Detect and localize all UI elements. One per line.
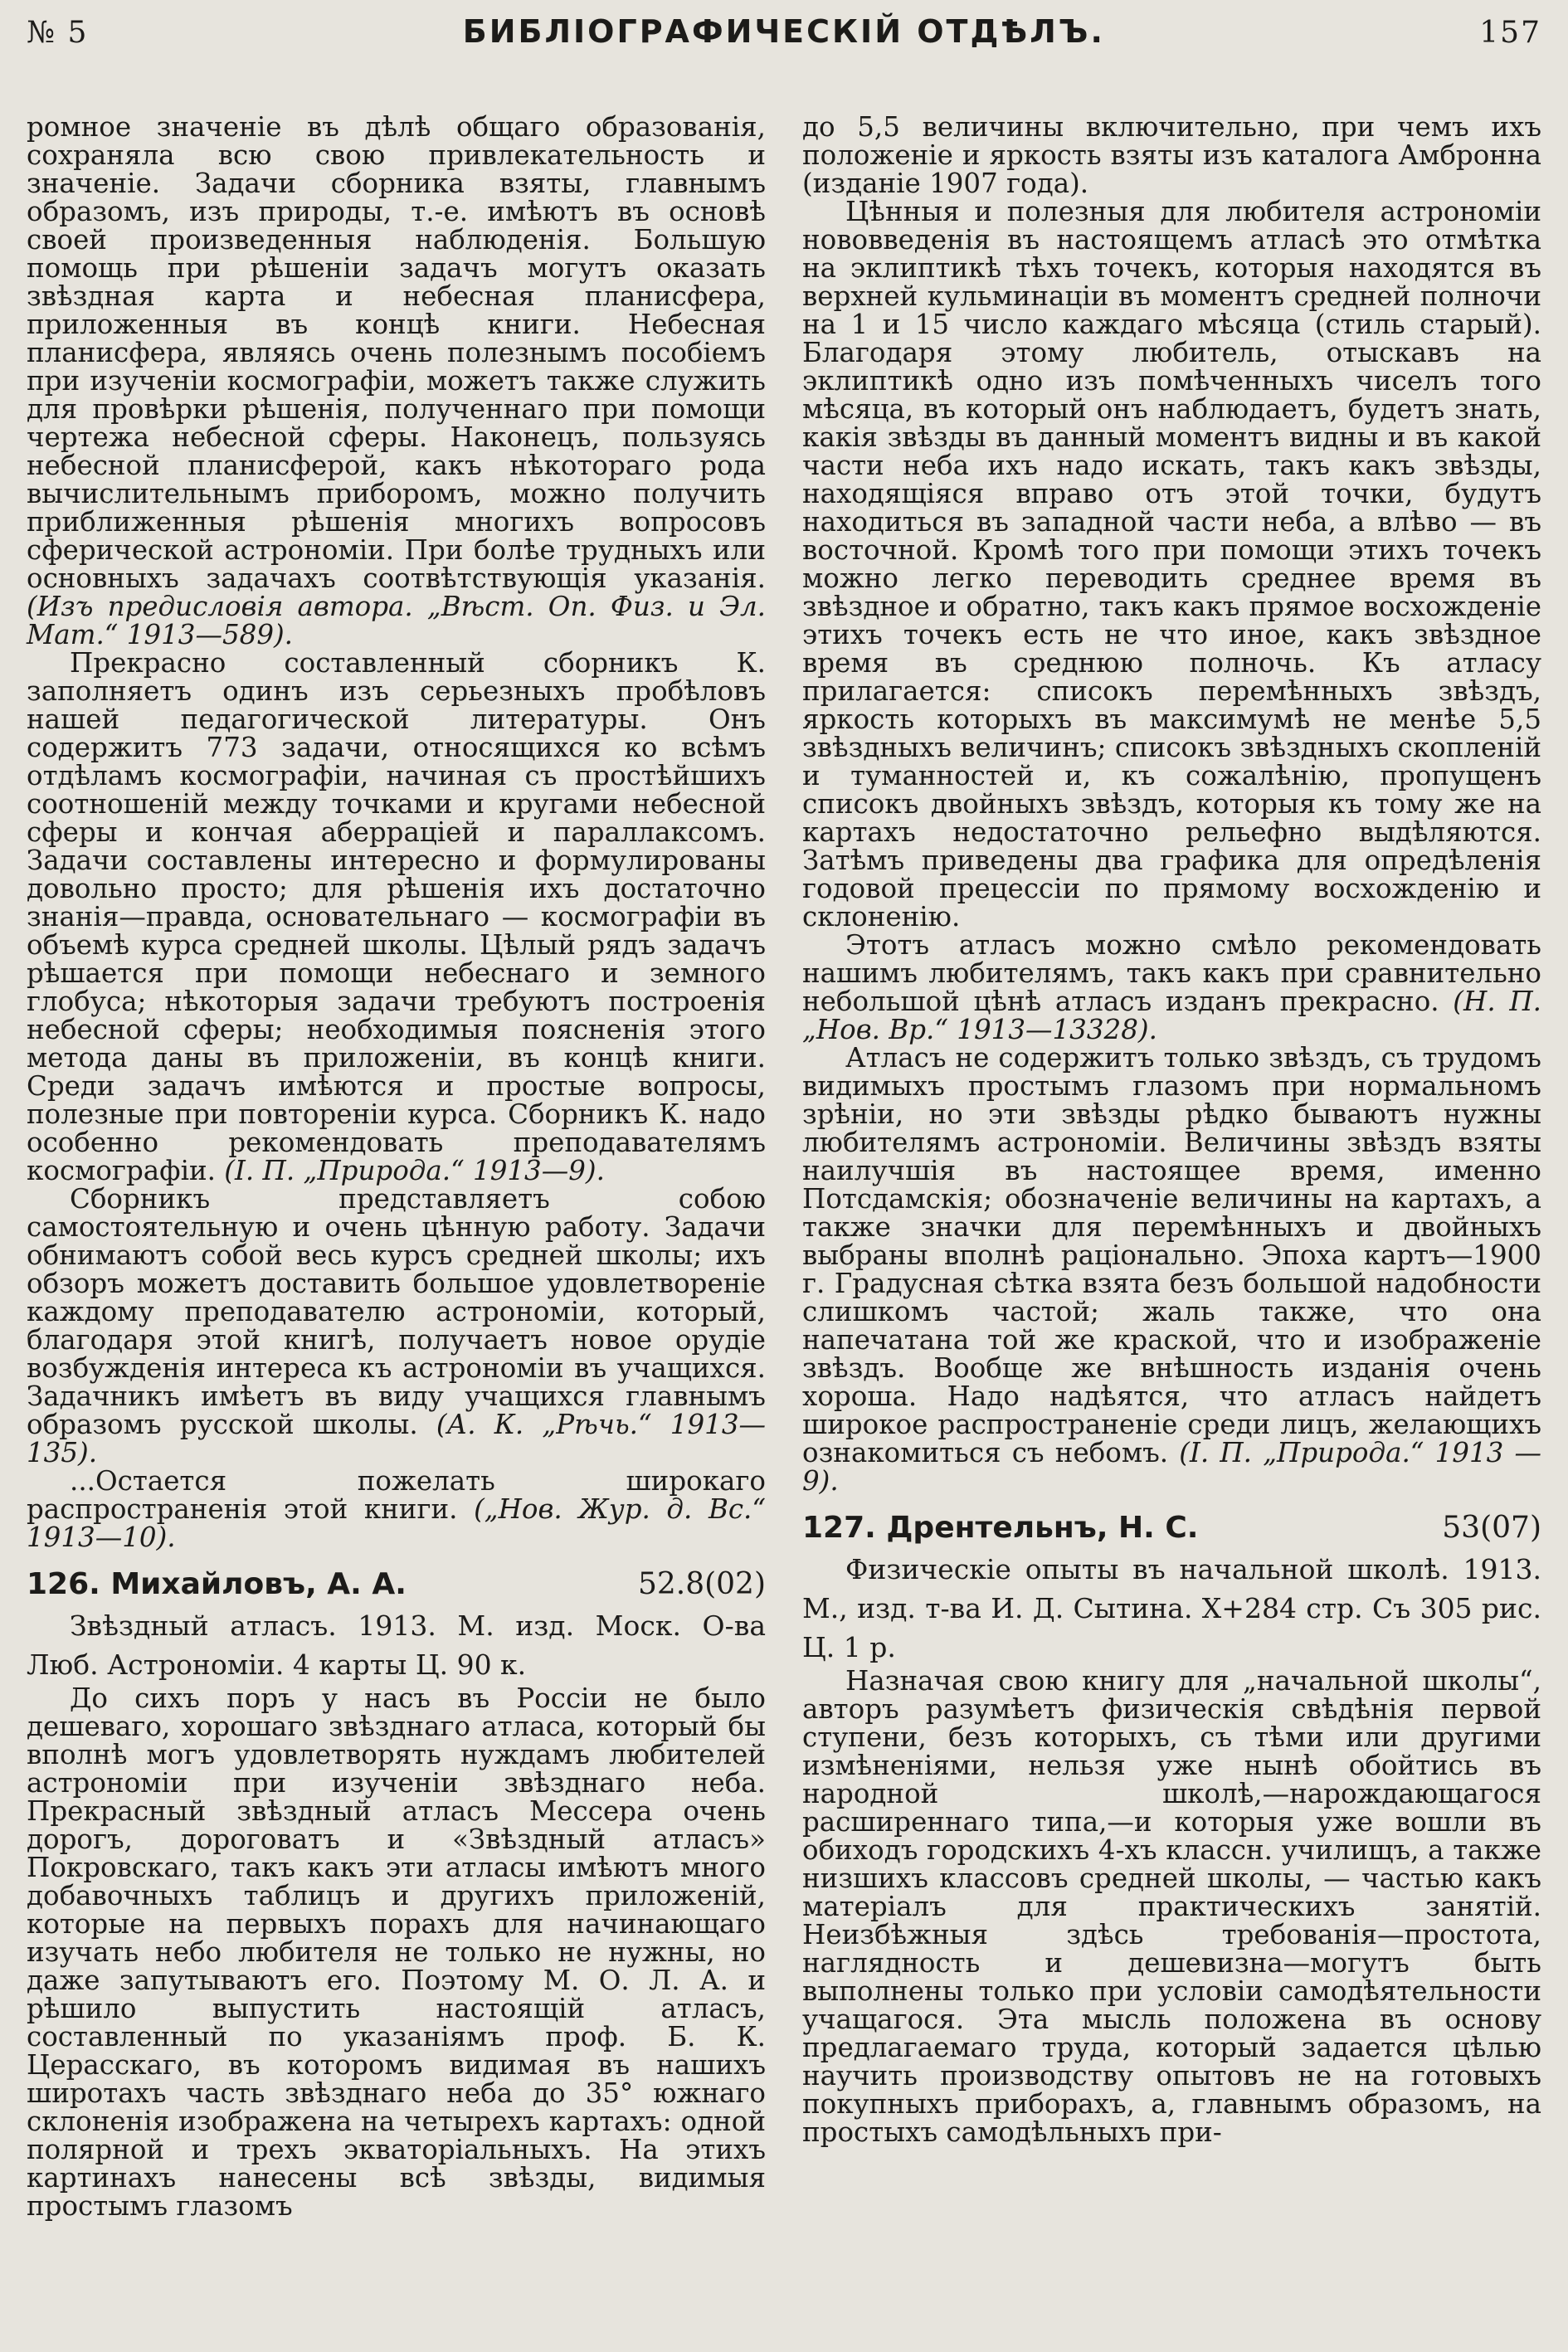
paragraph: Прекрасно составленный сборникъ К. заполняетъ одинъ изъ серьезныхъ пробѣловъ нашей педагогической литературы. Онъ содержитъ 773 задачи, относящихся ко всѣмъ отдѣламъ космографіи, начиная съ простѣйшихъ соотношеній между точками и кругами небесной сферы и кончая аберраціей и параллаксомъ. Задачи составлены интересно и формулированы довольно просто; для рѣшенія ихъ достаточно знанія—правда, основательнаго — космографіи въ объемѣ курса средней школы. Цѣлый рядъ задачъ рѣшается при помощи небеснаго и земного глобуса; нѣкоторыя задачи требуютъ построенія небесной сферы; необходимыя поясненія этого метода даны въ приложеніи, въ концѣ книги. Среди задачъ имѣются и простые вопросы, полезные при повтореніи курса. Сборникъ К. надо особенно рекомендовать преподавателямъ космографіи. (І. П. „Природа.“ 1913—9). bbox=[27, 647, 766, 1186]
citation: (Изъ предисловія автора. „Вѣст. Оп. Физ. и Эл. Мат.“ 1913—589). bbox=[27, 591, 766, 650]
bibliographic-record: Физическіе опыты въ начальной школѣ. 1913. М., изд. т-ва И. Д. Сытина. X+284 стр. Съ 305 рис. Ц. 1 р. bbox=[802, 1553, 1541, 1663]
paragraph: до 5,5 величины включительно, при чемъ ихъ положеніе и яркость взяты изъ каталога Амбронна (изданіе 1907 года). bbox=[802, 111, 1541, 199]
paragraph: Назначая свою книгу для „начальной школы“, авторъ разумѣетъ физическія свѣдѣнія первой ступени, безъ которыхъ, съ тѣми или другими измѣненіями, нельзя уже нынѣ обойтись въ народной школѣ,—нарождающагося расширеннаго типа,—и которыя уже вошли въ обиходъ городскихъ 4-хъ классн. училищъ, а также низшихъ классовъ средней школы, — частью какъ матеріалъ для практическихъ занятій. Неизбѣжныя здѣсь требованія—простота, наглядность и дешевизна—могутъ быть выполнены только при условіи самодѣятельности учащагося. Эта мысль положена въ основу предлагаемаго труда, который задается цѣлью научить производству опытовъ не на готовыхъ покупныхъ приборахъ, а, главнымъ образомъ, на простыхъ самодѣльныхъ при- bbox=[802, 1665, 1541, 2148]
entry-author: 126. Михайловъ, А. А. bbox=[27, 1567, 407, 1601]
classification-code: 53(07) bbox=[1442, 1511, 1541, 1545]
entry-heading bbox=[802, 1512, 1541, 1545]
paragraph: ...Остается пожелать широкаго распространенія этой книги. („Нов. Жур. д. Вс.“ 1913—10). bbox=[27, 1465, 766, 1553]
classification-code: 52.8(02) bbox=[637, 1567, 766, 1601]
issue-number: № 5 bbox=[27, 16, 89, 50]
paragraph: Атласъ не содержитъ только звѣздъ, съ трудомъ видимыхъ простымъ глазомъ при нормальномъ зрѣніи, но эти звѣзды рѣдко бываютъ нужны любителямъ астрономіи. Величины звѣздъ взяты наилучшія въ настоящее время, именно Потсдамскія; обозначеніе величины на картахъ, а также значки для перемѣнныхъ и двойныхъ выбраны вполнѣ раціонально. Эпоха картъ—1900 г. Градусная сѣтка взята безъ большой надобности слишкомъ частой; жаль также, что она напечатана той же краской, что и изображеніе звѣздъ. Вообще же внѣшность изданія очень хороша. Надо надѣятся, что атласъ найдетъ широкое распространеніе среди лицъ, желающихъ ознакомиться съ небомъ. (І. П. „Природа.“ 1913 — 9). bbox=[802, 1042, 1541, 1497]
left-column bbox=[27, 113, 766, 2220]
citation: („Нов. Жур. д. Вс.“ 1913—10). bbox=[27, 1493, 766, 1553]
page-header bbox=[27, 13, 1541, 65]
page-number: 157 bbox=[1479, 16, 1541, 50]
entry-author: 127. Дрентельнъ, Н. С. bbox=[802, 1511, 1199, 1545]
entry-heading bbox=[27, 1568, 766, 1601]
citation: (І. П. „Природа.“ 1913 — 9). bbox=[802, 1437, 1541, 1497]
citation: (А. К. „Рѣчь.“ 1913—135). bbox=[27, 1409, 766, 1468]
citation: (І. П. „Природа.“ 1913—9). bbox=[224, 1155, 605, 1186]
paragraph: ромное значеніе въ дѣлѣ общаго образованія, сохраняла всю свою привлекательность и значеніе. Задачи сборника взяты, главнымъ образомъ, изъ природы, т.-е. имѣютъ въ основѣ своей произведенныя наблюденія. Большую помощь при рѣшеніи задачъ могутъ оказать звѣздная карта и небесная планисфера, приложенныя въ концѣ книги. Небесная планисфера, являясь очень полезнымъ пособіемъ при изученіи космографіи, можетъ также служить для провѣрки рѣшенія, полученнаго при помощи чертежа небесной сферы. Наконецъ, пользуясь небесной планисферой, какъ нѣкотораго рода вычислительнымъ приборомъ, можно получить приближенныя рѣшенія многихъ вопросовъ сферической астрономіи. При болѣе трудныхъ или основныхъ задачахъ соотвѣтствующія указанія. (Изъ предисловія автора. „Вѣст. Оп. Физ. и Эл. Мат.“ 1913—589). bbox=[27, 111, 766, 650]
paragraph: Сборникъ представляетъ собою самостоятельную и очень цѣнную работу. Задачи обнимаютъ собой весь курсъ средней школы; ихъ обзоръ можетъ доставить большое удовлетвореніе каждому преподавателю астрономіи, который, благодаря этой книгѣ, получаетъ новое орудіе возбужденія интереса къ астрономіи въ учащихся. Задачникъ имѣетъ въ виду учащихся главнымъ образомъ русской школы. (А. К. „Рѣчь.“ 1913—135). bbox=[27, 1183, 766, 1468]
paragraph: Этотъ атласъ можно смѣло рекомендовать нашимъ любителямъ, такъ какъ при сравнительно небольшой цѣнѣ атласъ изданъ прекрасно. (Н. П. „Нов. Вр.“ 1913—13328). bbox=[802, 929, 1542, 1045]
right-column bbox=[802, 113, 1541, 2220]
section-title: БИБЛІОГРАФИЧЕСКІЙ ОТДѢЛЪ. bbox=[462, 13, 1105, 50]
bibliographic-record: Звѣздный атласъ. 1913. М. изд. Моск. О-ва Люб. Астрономіи. 4 карты Ц. 90 к. bbox=[27, 1609, 766, 1681]
citation: (Н. П. „Нов. Вр.“ 1913—13328). bbox=[802, 986, 1542, 1045]
paragraph: Цѣнныя и полезныя для любителя астрономіи нововведенія въ настоящемъ атласѣ это отмѣтка на эклиптикѣ тѣхъ точекъ, которыя находятся въ верхней кульминаціи въ моментъ средней полночи на 1 и 15 число каждаго мѣсяца (стиль старый). Благодаря этому любитель, отыскавъ на эклиптикѣ одно изъ помѣченныхъ чиселъ того мѣсяца, въ который онъ наблюдаетъ, будетъ знать, какія звѣзды въ данный моментъ видны и въ какой части неба ихъ надо искать, такъ какъ звѣзды, находящіяся вправо отъ этой точки, будутъ находиться въ западной части неба, а влѣво — въ восточной. Кромѣ того при помощи этихъ точекъ можно легко переводить среднее время въ звѣздное и обратно, такъ какъ прямое восхожденіе этихъ точекъ есть не что иное, какъ звѣздное время въ среднюю полночь. Къ атласу прилагается: списокъ перемѣнныхъ звѣздъ, яркость которыхъ въ максимумѣ не менѣе 5,5 звѣздныхъ величинъ; списокъ звѣздныхъ скопленій и туманностей и, къ сожалѣнію, пропущенъ списокъ двойныхъ звѣздъ, которыя къ тому же на картахъ недостаточно рельефно выдѣляются. Затѣмъ приведены два графика для опредѣленія годовой прецессіи по прямому восхожденію и склоненію. bbox=[802, 196, 1542, 933]
paragraph: До сихъ поръ у насъ въ Россіи не было дешеваго, хорошаго звѣзднаго атласа, который бы вполнѣ могъ удовлетворять нуждамъ любителей астрономіи при изученіи звѣзднаго неба. Прекрасный звѣздный атласъ Мессера очень дорогъ, дороговатъ и «Звѣздный атласъ» Покровскаго, такъ какъ эти атласы имѣютъ много добавочныхъ таблицъ и другихъ приложеній, которые на первыхъ порахъ для начинающаго изучать небо любителя не только не нужны, но даже запутываютъ его. Поэтому М. О. Л. А. и рѣшило выпустить настоящій атласъ, составленный по указаніямъ проф. Б. К. Церасскаго, въ которомъ видимая въ нашихъ широтахъ часть звѣзднаго неба до 35° южнаго склоненія изображена на четырехъ картахъ: одной полярной и трехъ экваторіальныхъ. На этихъ картинахъ нанесены всѣ звѣзды, видимыя простымъ глазомъ bbox=[27, 1682, 766, 2222]
